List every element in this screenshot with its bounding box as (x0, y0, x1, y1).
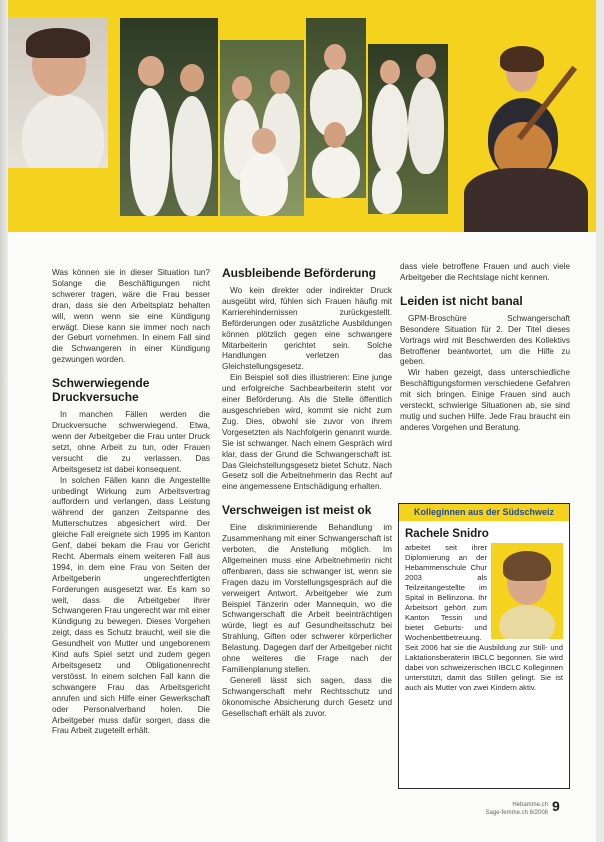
col3-paragraph-0: dass viele betroffene Frauen und auch viele Arbeitgeber die Rechtslage nicht kennen. (400, 262, 570, 282)
photo-band (8, 0, 596, 232)
heading-ausbleibende-befoerderung: Ausbleibende Beförderung (222, 266, 377, 280)
heading-verschweigen-ist-meist-ok: Verschweigen ist meist ok (222, 503, 372, 518)
col3-paragraph-2: Wir haben gezeigt, dass unterschiedliche Beschäftigungsformen verschiedene Gefahren mit sich bringen. Einige Frauen sind auch versteckt, schwierige Situationen ab, sie sind mutig und suchen Hilfe. Jede Frau braucht ein anderes Vorgehen und Beratung. (400, 368, 570, 432)
col1-paragraph-1: In manchen Fällen werden die Druckversuche schwerwiegend. Etwa, wenn der Arbeitgeber die Frau unter Druck setzt, ohne Arbeit zu tun, oder Frauen versucht die zu verlassen. Das Arbeitsgesetz ist dabei konsequent. (52, 410, 210, 474)
sidebar-box (398, 503, 570, 789)
heading-leiden-ist-nicht-banal: Leiden ist nicht banal (400, 293, 523, 308)
sidebar-text: arbeitet seit ihrer Diplomierung an der Hebammenschule Chur 2003 als Teilzeitangestellte im Spital in Bellinzona. Ihr Arbeitsort gehört zum Kanton Tessin und bietet Geburts- und Wochenbettbetreuung. Seit 2006 hat sie die Ausbildung zur Still- und Laktationsberaterin IBCLC begonnen. Sie wird dabei von schweizerischen IBCLC Kolleginnen unterstützt, damit das Stillen gelingt. Sie ist auch als Mutter von zwei Kindern aktiv. (405, 543, 563, 692)
col2-paragraph-3: Eine diskriminierende Behandlung im Zusammenhang mit einer Schwangerschaft ist verboten, die Anstellung möglich. Im Allgemeinen muss eine Arbeitnehmerin nicht offenbaren, dass sie schwanger ist, wenn sie Fragen dazu im Vorstellungsgespräch auf die verweigert Antwort. Arbeitgeber wie zum Beispiel Tänzerin oder Mannequin, wo die Schwangerschaft die Arbeit beeinträchtigen würde, liegt es auf Gesundheitsschutz bei Strahlung, Giften oder schwerer körperlicher Belastung. Dagegen darf der Arbeitgeber nicht ohne weiteres die Frage nach der Familienplanung stellen. (222, 523, 392, 674)
article-column-2 (222, 266, 392, 720)
footer-magazine-line-2: Sage-femme.ch 6/2008 (485, 810, 548, 816)
photo-guitarist (454, 18, 596, 232)
footer-magazine-info (478, 801, 548, 817)
page-number: 9 (552, 798, 560, 814)
sidebar-portrait-photo (491, 543, 563, 639)
footer-magazine-line-1: Hebamme.ch (512, 802, 548, 808)
sidebar-header: Kolleginnen aus der Südschweiz (399, 504, 569, 521)
sidebar-body (399, 540, 569, 693)
heading-schwerwiegende-druckversuche: Schwerwiegende Druckversuche (52, 376, 150, 405)
photo-women-group-2 (306, 18, 366, 198)
col2-paragraph-1: Wo kein direkter oder indirekter Druck ausgeübt wird, fühlen sich Frauen häufig mit Karrierehindernissen zurückgestellt. Beförderungen oder zusätzliche Ausbildungen können plötzlich gegen eine schwangere Mitarbeiterin gerichtet sein. Solche Handlungen verletzen das Gleichstellungsgesetz. (222, 286, 392, 372)
col2-paragraph-2: Ein Beispiel soll dies illustrieren: Eine junge und erfolgreiche Sachbearbeiterin steht vor einer Beförderung. Als die Stelle öffentlich ausgeschrieben wird, kommt sie nicht zum Zug. Dies, obwohl sie zuvor von ihrem Vorgesetzten als Nachfolgerin genannt wurde. Sie ist schwanger. Nach einem Gespräch wird klar, dass der Grund die Schwangerschaft ist. Das Gleichstellungsgesetz bietet Schutz. Nach Gesetz soll die Arbeitnehmerin das Recht auf eine angemessene Entschädigung erhalten. (222, 373, 392, 492)
article-column-3 (400, 262, 570, 434)
col3-paragraph-1: GPM-Broschüre Schwangerschaft Besondere Situation für 2. Der Titel dieses Vortrags wird mit Beschwerden des Kollektivs Betroffener beantwortet, um die Hilfe zu geben. (400, 313, 570, 367)
article-column-1 (52, 268, 210, 737)
col1-intro: Was können sie in dieser Situation tun? Solange die Beschäftigungen nicht schwerer tragen, wäre die Frau besser dran, dass sie den Arbeitsplatz behalten will, wenn wenn sie eine Kündigung erwägt. Diese kann sie immer noch nach der Geburt vornehmen. In einem Fall sind die Schwangeren in einer Kündigung gezwungen worden. (52, 268, 210, 365)
photo-women-group-3 (368, 44, 448, 214)
page-gutter-shadow (0, 0, 8, 842)
col2-paragraph-4: Generell lässt sich sagen, dass die Schwangerschaft mehr Rechtsschutz und ökonomische Absicherung durch Gesetz und Gesellschaft erhält als zuvor. (222, 675, 392, 718)
photo-two-women (120, 18, 218, 216)
magazine-page (8, 0, 596, 842)
col1-paragraph-2: In solchen Fällen kann die Angestellte unbedingt Wirkung zum Arbeitsvertrag auffordern und verlangen, dass Leistung während der ganzen Zeitspanne des Mutterschutzes abgesichert wird. Der gleiche Fall ereignete sich 1995 im Kanton Genf, dabei bekam die Frau vor Gericht Recht. Abermals einem weiteren Fall aus 1994, in dem eine Frau von Seiten der Arbeitgeberin ungerechtfertigten Forderungen ausgesetzt war. Es kam so weit, dass die Arbeitgeber ihrer Schwangeren Frau ungerecht war mit einer Kündigung zu bewegen. Dieses Vorgehen zeigt, dass es Schutz braucht, weil sie die Gesundheit von Mutter und ungeborenem Kind aufs Spiel setzt und zudem gegen Arbeitsgesetz und Obligationenrecht verstösst. In einem solchen Fall kann die schwangere Frau das Arbeitsgericht anrufen und sich Hilfe einer Gewerkschaft oder Personalverband holen. Die Arbeitgeber muss dafür sorgen, dass die Frau Arbeit zugeteilt erhält. (52, 475, 210, 736)
sidebar-person-name: Rachele Snidro (405, 528, 489, 540)
photo-woman-portrait (8, 18, 108, 168)
photo-women-group-1 (220, 40, 304, 216)
